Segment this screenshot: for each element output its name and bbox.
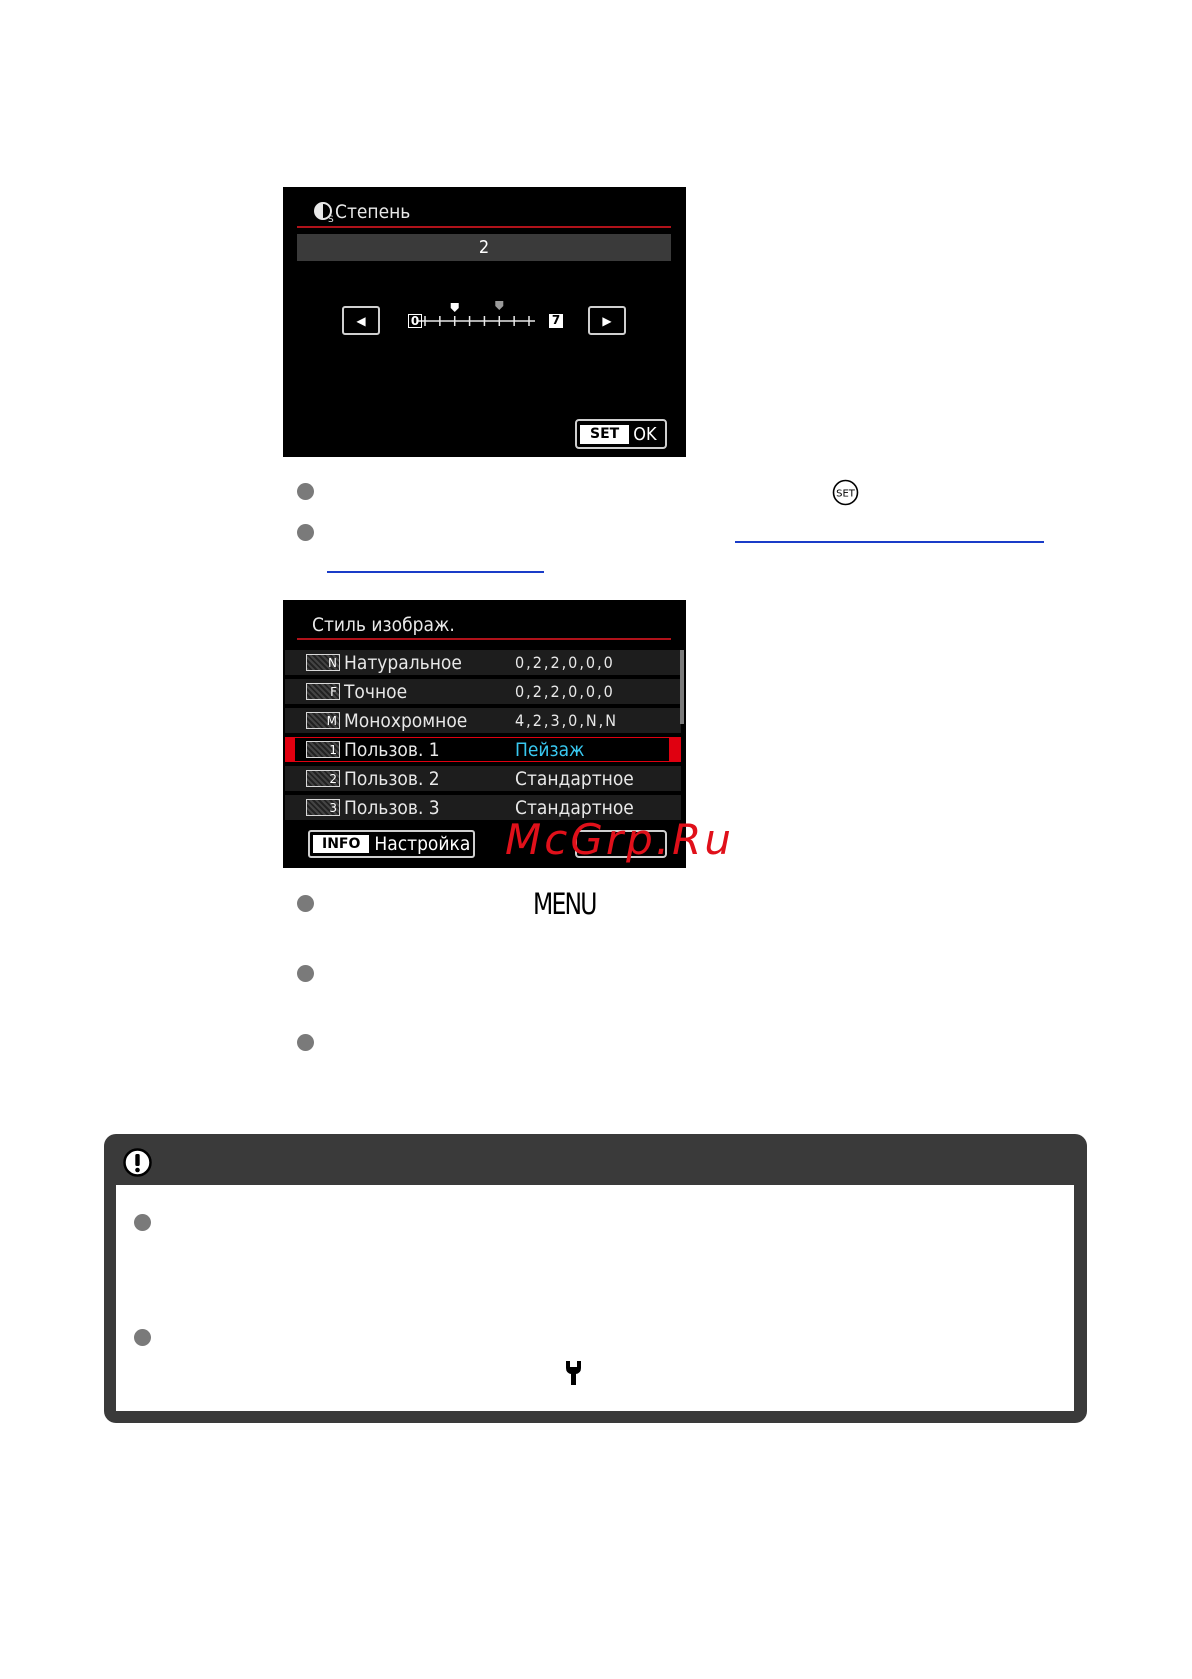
contrast-icon	[313, 201, 335, 223]
link-underline[interactable]	[327, 571, 544, 573]
bullet	[134, 1214, 151, 1231]
level-screen	[283, 187, 686, 457]
watermark: McGrp.Ru	[505, 815, 734, 864]
set-button-icon	[832, 479, 859, 506]
style-params: Стандартное	[515, 767, 634, 790]
decrease-button[interactable]	[342, 306, 380, 335]
style-row[interactable]	[285, 679, 681, 706]
set-label: SET	[580, 425, 629, 444]
wrench-icon	[563, 1359, 583, 1387]
bullet	[297, 524, 314, 541]
scale-min-label: 0	[408, 314, 422, 328]
picture-style-icon: 2	[306, 770, 340, 787]
info-settings-button[interactable]	[308, 830, 475, 858]
style-name: Пользов. 3	[344, 796, 440, 819]
title-divider	[297, 638, 671, 640]
arrow-left-icon: ◀	[356, 313, 366, 328]
menu-button-label: MENU	[533, 887, 596, 921]
style-params: 4,2,3,0,N,N	[515, 711, 619, 730]
increase-button[interactable]	[588, 306, 626, 335]
style-row[interactable]	[285, 650, 681, 677]
svg-text:SET: SET	[836, 488, 855, 500]
current-level-marker	[451, 303, 459, 312]
picture-style-icon: 1	[306, 741, 340, 758]
bullet	[134, 1329, 151, 1346]
info-text: Настройка	[374, 833, 471, 855]
style-name: Пользов. 1	[344, 738, 440, 761]
level-screen-title: Степень	[335, 201, 411, 223]
bullet	[297, 1034, 314, 1051]
picture-style-icon: 3	[306, 799, 340, 816]
caution-icon	[122, 1147, 153, 1178]
svg-text:S: S	[328, 215, 334, 223]
ok-label: OK	[633, 423, 657, 445]
style-name: Натуральное	[344, 651, 462, 674]
link-underline[interactable]	[735, 541, 1044, 543]
info-label: INFO	[313, 835, 369, 853]
style-row[interactable]	[285, 737, 681, 764]
style-row[interactable]	[285, 708, 681, 735]
style-name: Монохромное	[344, 709, 468, 732]
caution-content	[116, 1185, 1074, 1411]
arrow-right-icon: ▶	[602, 313, 612, 328]
level-screen-header	[313, 201, 410, 223]
style-name: Пользов. 2	[344, 767, 440, 790]
picture-style-icon: N	[306, 654, 340, 671]
style-name: Точное	[344, 680, 408, 703]
level-scale[interactable]	[407, 299, 547, 333]
set-ok-button[interactable]	[575, 419, 667, 449]
picture-style-icon: F	[306, 683, 340, 700]
picture-style-title: Стиль изображ.	[312, 614, 455, 636]
scale-max-label: 7	[549, 314, 563, 328]
picture-style-icon: M	[306, 712, 340, 729]
scrollbar[interactable]	[680, 650, 684, 724]
style-params: 0,2,2,0,0,0	[515, 682, 615, 701]
level-value: 2	[297, 234, 671, 261]
style-params: Пейзаж	[515, 738, 585, 761]
bullet	[297, 965, 314, 982]
default-level-marker	[495, 301, 503, 310]
bullet	[297, 895, 314, 912]
style-row[interactable]	[285, 766, 681, 793]
bullet	[297, 483, 314, 500]
title-divider	[297, 226, 671, 228]
style-params: Стандартное	[515, 796, 634, 819]
style-params: 0,2,2,0,0,0	[515, 653, 615, 672]
